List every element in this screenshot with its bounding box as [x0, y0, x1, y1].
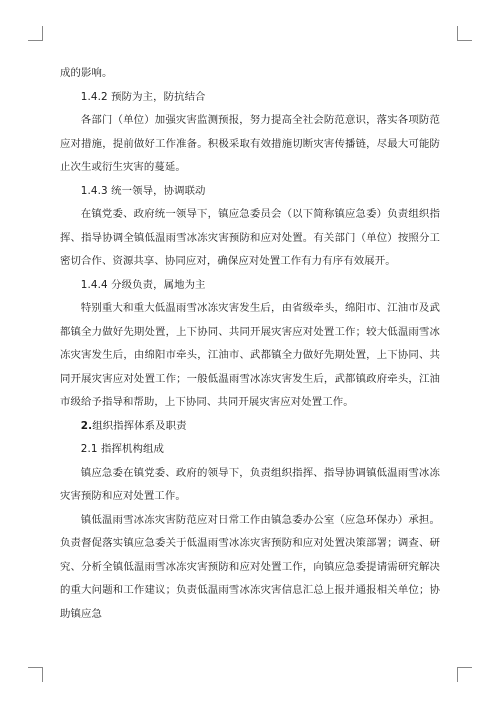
paragraph-command-body: 镇应急委在镇党委、政府的领导下，负责组织指挥、指导协调镇低温雨雪冰冻灾害预防和应对处置工作。 [60, 466, 440, 502]
paragraph-unified-leadership: 在镇党委、政府统一领导下，镇应急委员会（以下简称镇应急委）负责组织指挥、指导协调全镇低温雨雪冰冻灾害预防和应对处置。有关部门（单位）按照分工密切合作、资源共享、协同应对，确保应对处置工作有力有序有效展开。 [60, 208, 440, 267]
crop-mark-bottom-left [28, 667, 43, 682]
heading-1-4-3: 1.4.3 统一领导，协调联动 [80, 184, 206, 197]
paragraph-graded-responsibility: 特别重大和重大低温雨雪冰冻灾害发生后，由省级牵头，绵阳市、江油市及武都镇全力做好先期处置，上下协同、共同开展灾害应对处置工作；较大低温雨雪冰冻灾害发生后，由绵阳市牵头，江油市、武都镇全力做好先期处置，上下协同、共同开展灾害应对处置工作；一般低温雨雪冰冻灾害发生后，武都镇政府牵头，江油市级给予指导和帮助，上下协同、共同开展灾害应对处置工作。 [60, 302, 440, 408]
document-body [60, 62, 440, 626]
crop-mark-bottom-right [457, 667, 472, 682]
paragraph-continuation: 成的影响。 [60, 67, 113, 79]
paragraph-prevention: 各部门（单位）加强灾害监测预报，努力提高全社会防范意识，落实各项防范应对措施，提前做好工作准备。积极采取有效措施切断灾害传播链，尽最大可能防止次生或衍生灾害的蔓延。 [60, 114, 440, 173]
crop-mark-top-left [28, 26, 43, 41]
heading-2-1: 2.1 指挥机构组成 [80, 443, 164, 455]
heading-2-number: 2. [80, 419, 93, 432]
crop-mark-top-right [457, 26, 472, 41]
heading-1-4-2: 1.4.2 预防为主，防抗结合 [80, 90, 206, 103]
heading-2 [60, 415, 440, 439]
heading-1-4-4: 1.4.4 分级负责，属地为主 [80, 278, 206, 291]
heading-2-text: 组织指挥体系及职责 [92, 419, 187, 432]
paragraph-daily-work: 镇低温雨雪冰冻灾害防范应对日常工作由镇急委办公室（应急环保办）承担。负责督促落实镇应急委关于低温雨雪冰冻灾害预防和应对处置决策部署；调查、研究、分析全镇低温雨雪冰冻灾害预防和应对处置工作，向镇应急委提请需研究解决的重大问题和工作建议；负责低温雨雪冰冻灾害信息汇总上报并通报相关单位；协助镇应急 [60, 513, 440, 620]
